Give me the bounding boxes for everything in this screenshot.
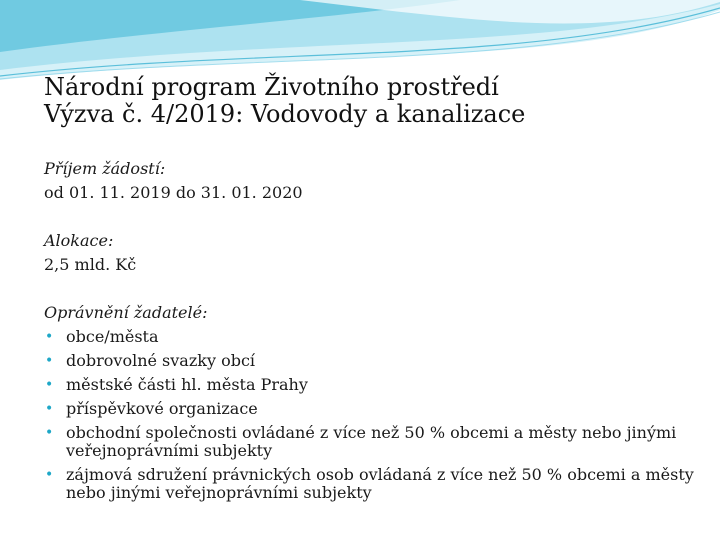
bullet-icon: • [45,401,54,417]
title-line-2: Výzva č. 4/2019: Vodovody a kanalizace [44,100,526,128]
receipt-heading: Příjem žádostí: [44,159,166,178]
list-item-text: městské části hl. města Prahy [66,375,308,394]
list-item [44,373,694,397]
section-receipt [44,157,694,205]
bullet-icon: • [45,353,54,369]
section-allocation [44,229,694,277]
title-line-1: Národní program Životního prostředí [44,73,499,101]
list-item-text: obce/města [66,327,159,346]
list-item-text: příspěvkové organizace [66,399,258,418]
list-item [44,421,694,463]
section-eligible [44,301,694,505]
allocation-heading: Alokace: [44,231,114,250]
list-item-text: dobrovolné svazky obcí [66,351,256,370]
receipt-value: od 01. 11. 2019 do 31. 01. 2020 [44,183,303,202]
list-item [44,325,694,349]
eligible-heading: Oprávnění žadatelé: [44,303,208,322]
list-item [44,463,694,505]
header-wave-decoration [0,0,720,82]
allocation-value: 2,5 mld. Kč [44,255,137,274]
bullet-icon: • [45,425,54,441]
list-item [44,349,694,373]
bullet-icon: • [45,377,54,393]
slide-title [44,74,684,128]
bullet-icon: • [45,467,54,483]
list-item [44,397,694,421]
list-item-text: zájmová sdružení právnických osob ovládaná z více než 50 % obcemi a městy nebo jinými veřejnoprávními subjekty [66,465,694,502]
bullet-icon: • [45,329,54,345]
list-item-text: obchodní společnosti ovládané z více než 50 % obcemi a městy nebo jinými veřejnoprávními subjekty [66,423,677,460]
eligible-list [44,325,694,505]
